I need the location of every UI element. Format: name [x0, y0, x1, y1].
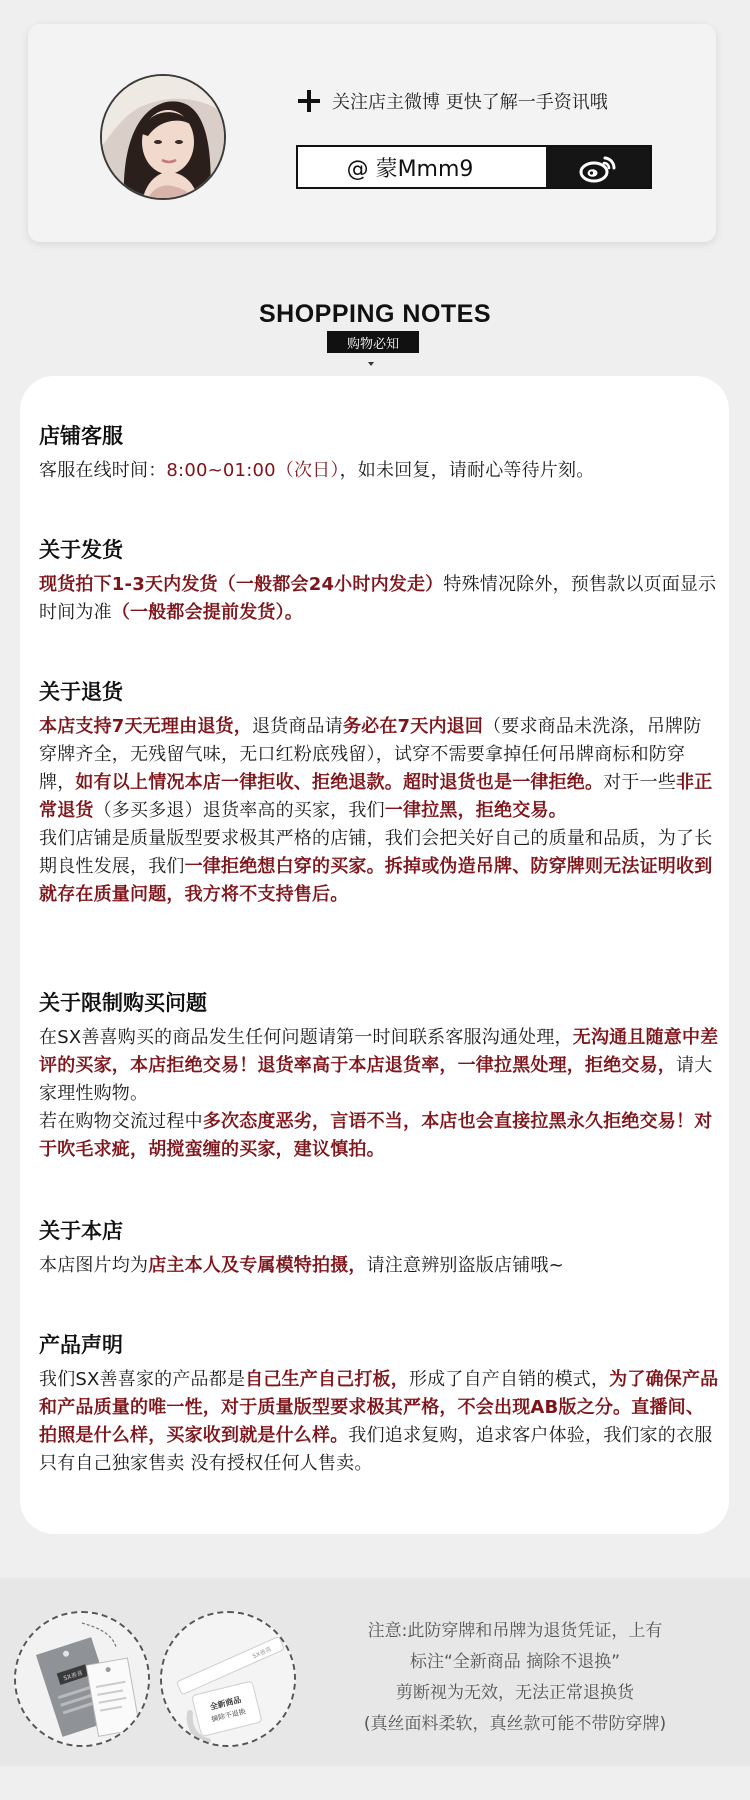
emphasis-text: 无沟通且随意中差评的买家，本店拒绝交易！退货率高于本店退货率，一律拉黑处理，拒绝交易，	[39, 1027, 719, 1076]
section-product-statement	[39, 1330, 719, 1478]
section-title: 店铺客服	[39, 424, 123, 448]
emphasis-text: 一律拉黑，拒绝交易。	[384, 800, 567, 821]
section-title: 关于本店	[39, 1219, 123, 1243]
section-body	[39, 1366, 719, 1478]
section-customer-service	[39, 421, 719, 485]
emphasis-text: 务必在7天内退回	[342, 716, 484, 737]
section-body	[39, 1252, 719, 1280]
emphasis-text: 一律拒绝想白穿的买家。拆掉或伪造吊牌、防穿牌则无法证明收到就存在质量问题，我方将不支持售后。	[39, 856, 713, 905]
tag-notice-banner	[0, 1578, 750, 1766]
section-about-store	[39, 1216, 719, 1280]
emphasis-text: 现货拍下1-3天内发货（一般都会24小时内发走）	[39, 574, 444, 595]
body-text: 对于一些	[603, 772, 677, 793]
body-text: 请注意辨别盗版店铺哦~	[366, 1255, 564, 1276]
body-text: （多买多退）退货率高的买家，我们	[93, 800, 385, 821]
emphasis-text: 店主本人及专属模特拍摄，	[148, 1255, 367, 1276]
caret-down-icon	[368, 362, 374, 366]
shopping-notes-subtitle: 购物必知	[327, 331, 419, 353]
emphasis-text: 8:00~01:00（次日）	[166, 460, 340, 481]
section-shipping	[39, 535, 719, 627]
weibo-follow-box[interactable]	[296, 145, 652, 189]
section-title: 关于退货	[39, 680, 123, 704]
tag-notice-line-4: (真丝面料柔软，真丝款可能不带防穿牌)	[363, 1714, 667, 1734]
tag-notice-text	[320, 1616, 710, 1740]
emphasis-text: （一般都会提前发货）。	[111, 602, 304, 623]
emphasis-text: 为了确保产品和产品质量的唯一性，对于质量版型要求极其严格，不会出现AB版之分。直播间、拍照是什么样，买家收到就是什么样。	[39, 1369, 719, 1446]
body-text: 本店图片均为	[39, 1255, 149, 1276]
follow-prompt[interactable]	[298, 88, 608, 114]
owner-avatar[interactable]	[100, 74, 226, 200]
weibo-handle: @ 蒙Mmm9	[346, 156, 474, 182]
store-owner-card	[28, 24, 716, 242]
hang-tag-image	[14, 1611, 150, 1747]
body-text: 退货商品请	[251, 716, 343, 737]
shopping-notes-card	[20, 376, 729, 1534]
tag-notice-line-3: 剪断视为无效，无法正常退换货	[396, 1683, 634, 1703]
body-text: ，如未回复，请耐心等待片刻。	[339, 460, 595, 481]
body-text: 我们追求复购，追求客户体验，我们家的衣服只有自己独家售卖 没有授权任何人售卖。	[39, 1425, 713, 1474]
section-body	[39, 571, 719, 627]
section-body	[39, 1024, 719, 1164]
hang-tag-label: SX善喜	[62, 1669, 84, 1683]
weibo-icon	[578, 151, 618, 183]
body-text: 特殊情况除外，预售款以页面显示时间为准	[39, 574, 717, 623]
body-text: 在SX善喜购买的商品发生任何问题请第一时间联系客服沟通处理，	[39, 1027, 573, 1048]
body-text: 我们SX善喜家的产品都是	[39, 1369, 246, 1390]
hang-tag-icon	[16, 1613, 150, 1747]
seal-label-line1: 全新商品	[208, 1695, 243, 1712]
seal-tag-icon	[162, 1613, 296, 1747]
section-purchase-limits	[39, 988, 719, 1164]
emphasis-text: 自己生产自己打板，	[245, 1369, 409, 1390]
seal-label-line2: 摘除不退换	[210, 1707, 247, 1724]
emphasis-text: 多次态度恶劣，言语不当，本店也会直接拉黑永久拒绝交易！对于吹毛求疵，胡搅蛮缠的买家，建议慎拍。	[39, 1111, 713, 1160]
follow-text: 关注店主微博 更快了解一手资讯哦	[332, 92, 608, 113]
shopping-notes-title: SHOPPING NOTES	[258, 300, 492, 328]
section-body	[39, 457, 719, 485]
owner-photo	[102, 76, 226, 200]
emphasis-text: 非正常退货	[39, 772, 713, 821]
seal-strap-label: SX善喜	[251, 1645, 273, 1661]
tag-notice-line-2: 标注“全新商品 摘除不退换”	[409, 1652, 621, 1672]
body-text: 形成了自产自销的模式，	[408, 1369, 610, 1390]
section-returns	[39, 677, 719, 909]
body-text: 请大家理性购物。	[39, 1055, 713, 1104]
seal-tag-image	[160, 1611, 296, 1747]
body-text: 我们店铺是质量版型要求极其严格的店铺，我们会把关好自己的质量和品质，为了长期良性发展，我们	[39, 828, 713, 877]
body-text: 若在购物交流过程中	[39, 1111, 203, 1132]
section-title: 关于发货	[39, 538, 123, 562]
body-text: 客服在线时间：	[39, 460, 167, 481]
emphasis-text: 本店支持7天无理由退货，	[39, 716, 252, 737]
section-body	[39, 713, 719, 909]
body-text: （要求商品未洗涤，吊牌防穿牌齐全，无残留气味，无口红粉底残留），试穿不需要拿掉任何吊牌商标和防穿牌，	[39, 716, 702, 793]
weibo-button[interactable]	[546, 147, 650, 187]
section-title: 关于限制购买问题	[39, 991, 207, 1015]
tag-notice-line-1: 注意:此防穿牌和吊牌为退货凭证，上有	[367, 1621, 663, 1641]
section-title: 产品声明	[39, 1333, 123, 1357]
emphasis-text: 如有以上情况本店一律拒收、拒绝退款。超时退货也是一律拒绝。	[75, 772, 604, 793]
plus-icon	[298, 90, 320, 112]
